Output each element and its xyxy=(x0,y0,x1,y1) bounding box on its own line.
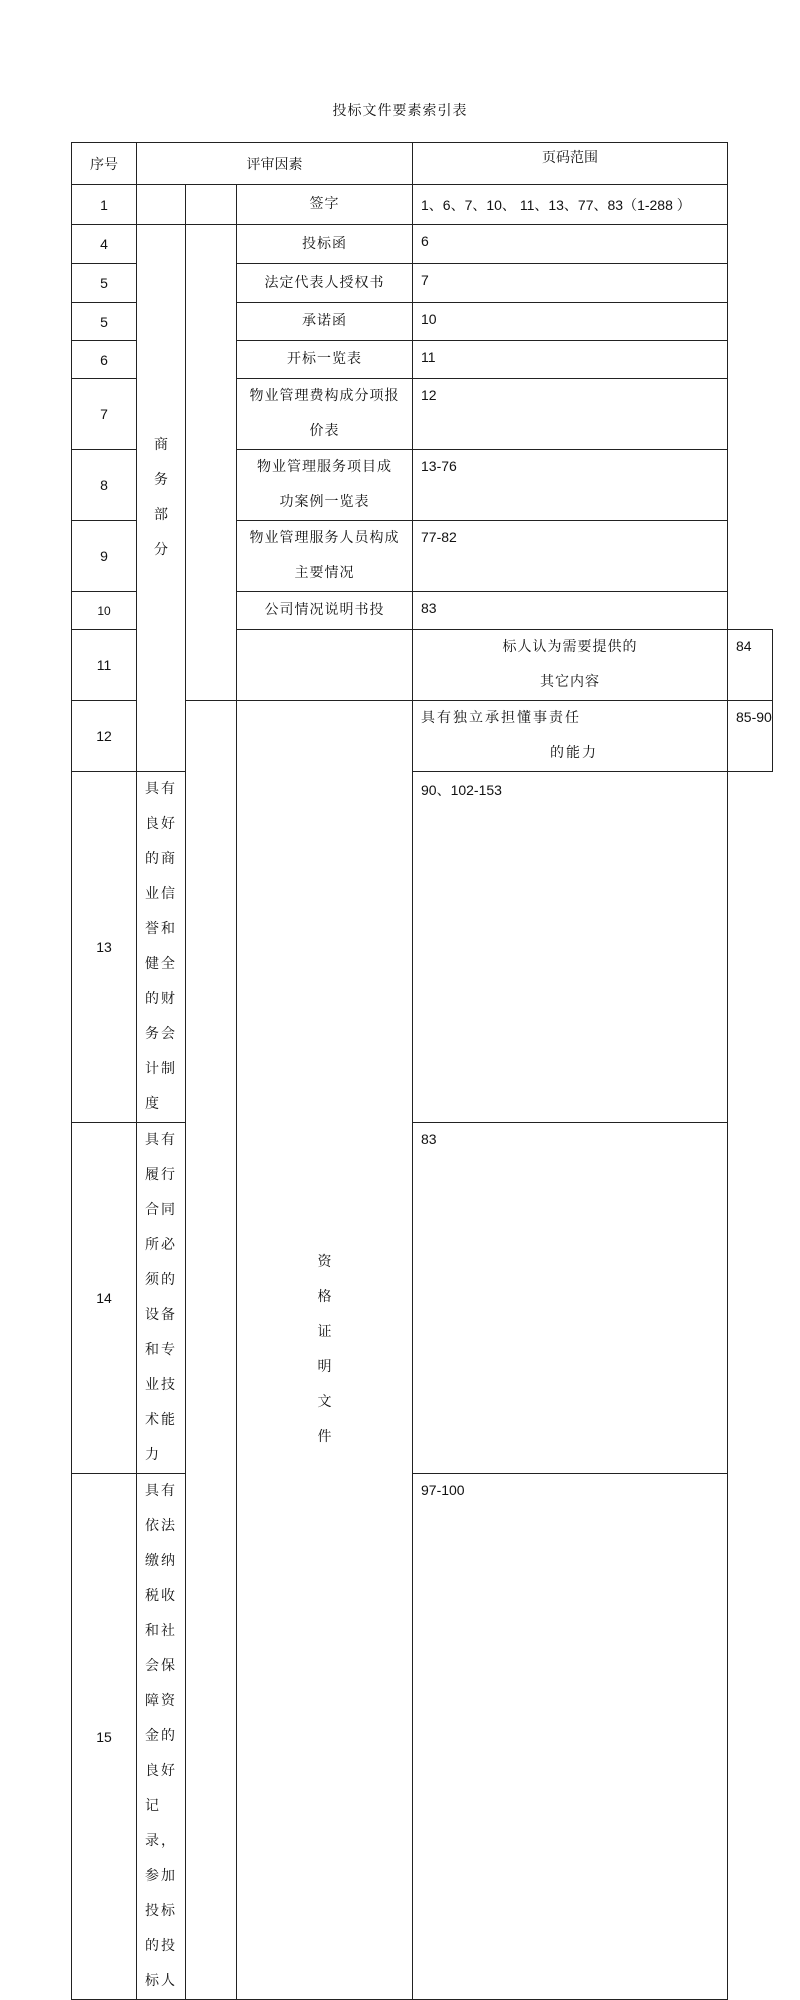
empty-cell xyxy=(137,185,186,225)
empty-cell xyxy=(237,630,413,701)
empty-group-cell xyxy=(186,701,237,2000)
row-pages: 85-90 xyxy=(728,701,773,772)
row-pages: 83 xyxy=(413,1123,728,1474)
row-item-line: 的能力 xyxy=(550,745,598,761)
group-business-label xyxy=(137,225,186,772)
row-pages: 83 xyxy=(413,592,728,630)
row-item-line: 具有良好的商业信誉和 xyxy=(145,781,177,937)
row-seq: 12 xyxy=(72,701,137,772)
row-item-line: 物业管理费构成分项报 xyxy=(249,388,400,404)
row-item xyxy=(137,1123,186,1474)
row-pages: 13-76 xyxy=(413,450,728,521)
empty-subgroup-cell xyxy=(186,225,237,701)
row-seq: 5 xyxy=(72,264,137,303)
row-seq: 14 xyxy=(72,1123,137,1474)
group-qualification-char: 格 xyxy=(317,1289,332,1305)
row-seq: 6 xyxy=(72,341,137,379)
group-qualification-char: 明 xyxy=(317,1359,332,1375)
row-item: 承诺函 xyxy=(237,303,413,341)
row-item-line: 其它内容 xyxy=(540,674,600,690)
row-item-line: 具有独立承担懂事责任 xyxy=(421,710,581,726)
row-item-line: 具有履行合同所必须的 xyxy=(145,1132,177,1288)
group-qualification-label xyxy=(237,701,413,2000)
row-item-line: 具有依法缴纳税收和社 xyxy=(145,1483,177,1639)
row-pages: 6 xyxy=(413,225,728,264)
row-pages: 12 xyxy=(413,379,728,450)
row-seq: 4 xyxy=(72,225,137,264)
header-pages: 页码范围 xyxy=(413,143,728,185)
row-item-line: 会保障资金的良好记 xyxy=(145,1658,177,1814)
row-seq: 1 xyxy=(72,185,137,225)
empty-cell xyxy=(186,185,237,225)
row-item-line: 标人认为需要提供的 xyxy=(502,639,638,655)
row-pages: 7 xyxy=(413,264,728,303)
table-row xyxy=(72,185,773,225)
table-row xyxy=(72,1474,773,2000)
row-item: 法定代表人授权书 xyxy=(237,264,413,303)
row-seq: 15 xyxy=(72,1474,137,2000)
row-item xyxy=(237,379,413,450)
row-pages: 10 xyxy=(413,303,728,341)
row-item: 投标函 xyxy=(237,225,413,264)
row-seq: 13 xyxy=(72,772,137,1123)
group-business-char: 部 xyxy=(154,507,168,523)
row-item xyxy=(413,630,728,701)
row-item xyxy=(137,772,186,1123)
row-pages: 90、102-153 xyxy=(413,772,728,1123)
group-qualification-char: 证 xyxy=(317,1324,332,1340)
row-item: 签字 xyxy=(237,185,413,225)
row-seq: 7 xyxy=(72,379,137,450)
row-item xyxy=(237,521,413,592)
row-item-line: 健全的财务会计制度 xyxy=(145,956,177,1112)
group-qualification-char: 件 xyxy=(317,1429,332,1445)
row-item-line: 物业管理服务人员构成 xyxy=(249,530,400,546)
row-item-line: 录，参加投标的投标人 xyxy=(145,1833,177,1989)
row-seq: 11 xyxy=(72,630,137,701)
row-pages: 1、6、7、10、 11、13、77、83（1-288 ） xyxy=(413,185,728,225)
group-business-char: 务 xyxy=(154,472,168,488)
row-item: 开标一览表 xyxy=(237,341,413,379)
row-pages: 97-100 xyxy=(413,1474,728,2000)
header-seq: 序号 xyxy=(72,143,137,185)
row-seq: 9 xyxy=(72,521,137,592)
group-business-char: 分 xyxy=(154,542,168,558)
document-title: 投标文件要素索引表 xyxy=(332,103,468,119)
group-qualification-char: 文 xyxy=(317,1394,332,1410)
row-pages: 11 xyxy=(413,341,728,379)
row-item-line: 主要情况 xyxy=(294,565,355,581)
table-row xyxy=(72,772,773,1123)
element-index-table xyxy=(71,142,773,2000)
row-seq: 10 xyxy=(72,592,137,630)
group-business-char: 商 xyxy=(154,437,168,453)
row-pages: 84 xyxy=(728,630,773,701)
row-item: 公司情况说明书投 xyxy=(237,592,413,630)
header-factors: 评审因素 xyxy=(137,143,413,185)
row-item xyxy=(137,1474,186,2000)
table-row xyxy=(72,1123,773,1474)
row-item xyxy=(413,701,728,772)
row-seq: 8 xyxy=(72,450,137,521)
row-seq: 5 xyxy=(72,303,137,341)
table-row xyxy=(72,225,773,264)
row-item-line: 功案例一览表 xyxy=(279,494,370,510)
row-item-line: 设备和专业技术能力 xyxy=(145,1307,177,1463)
table-header-row xyxy=(72,143,773,185)
row-item xyxy=(237,450,413,521)
row-pages: 77-82 xyxy=(413,521,728,592)
row-item-line: 价表 xyxy=(309,423,340,439)
row-item-line: 物业管理服务项目成 xyxy=(257,459,392,475)
group-qualification-char: 资 xyxy=(317,1254,332,1270)
